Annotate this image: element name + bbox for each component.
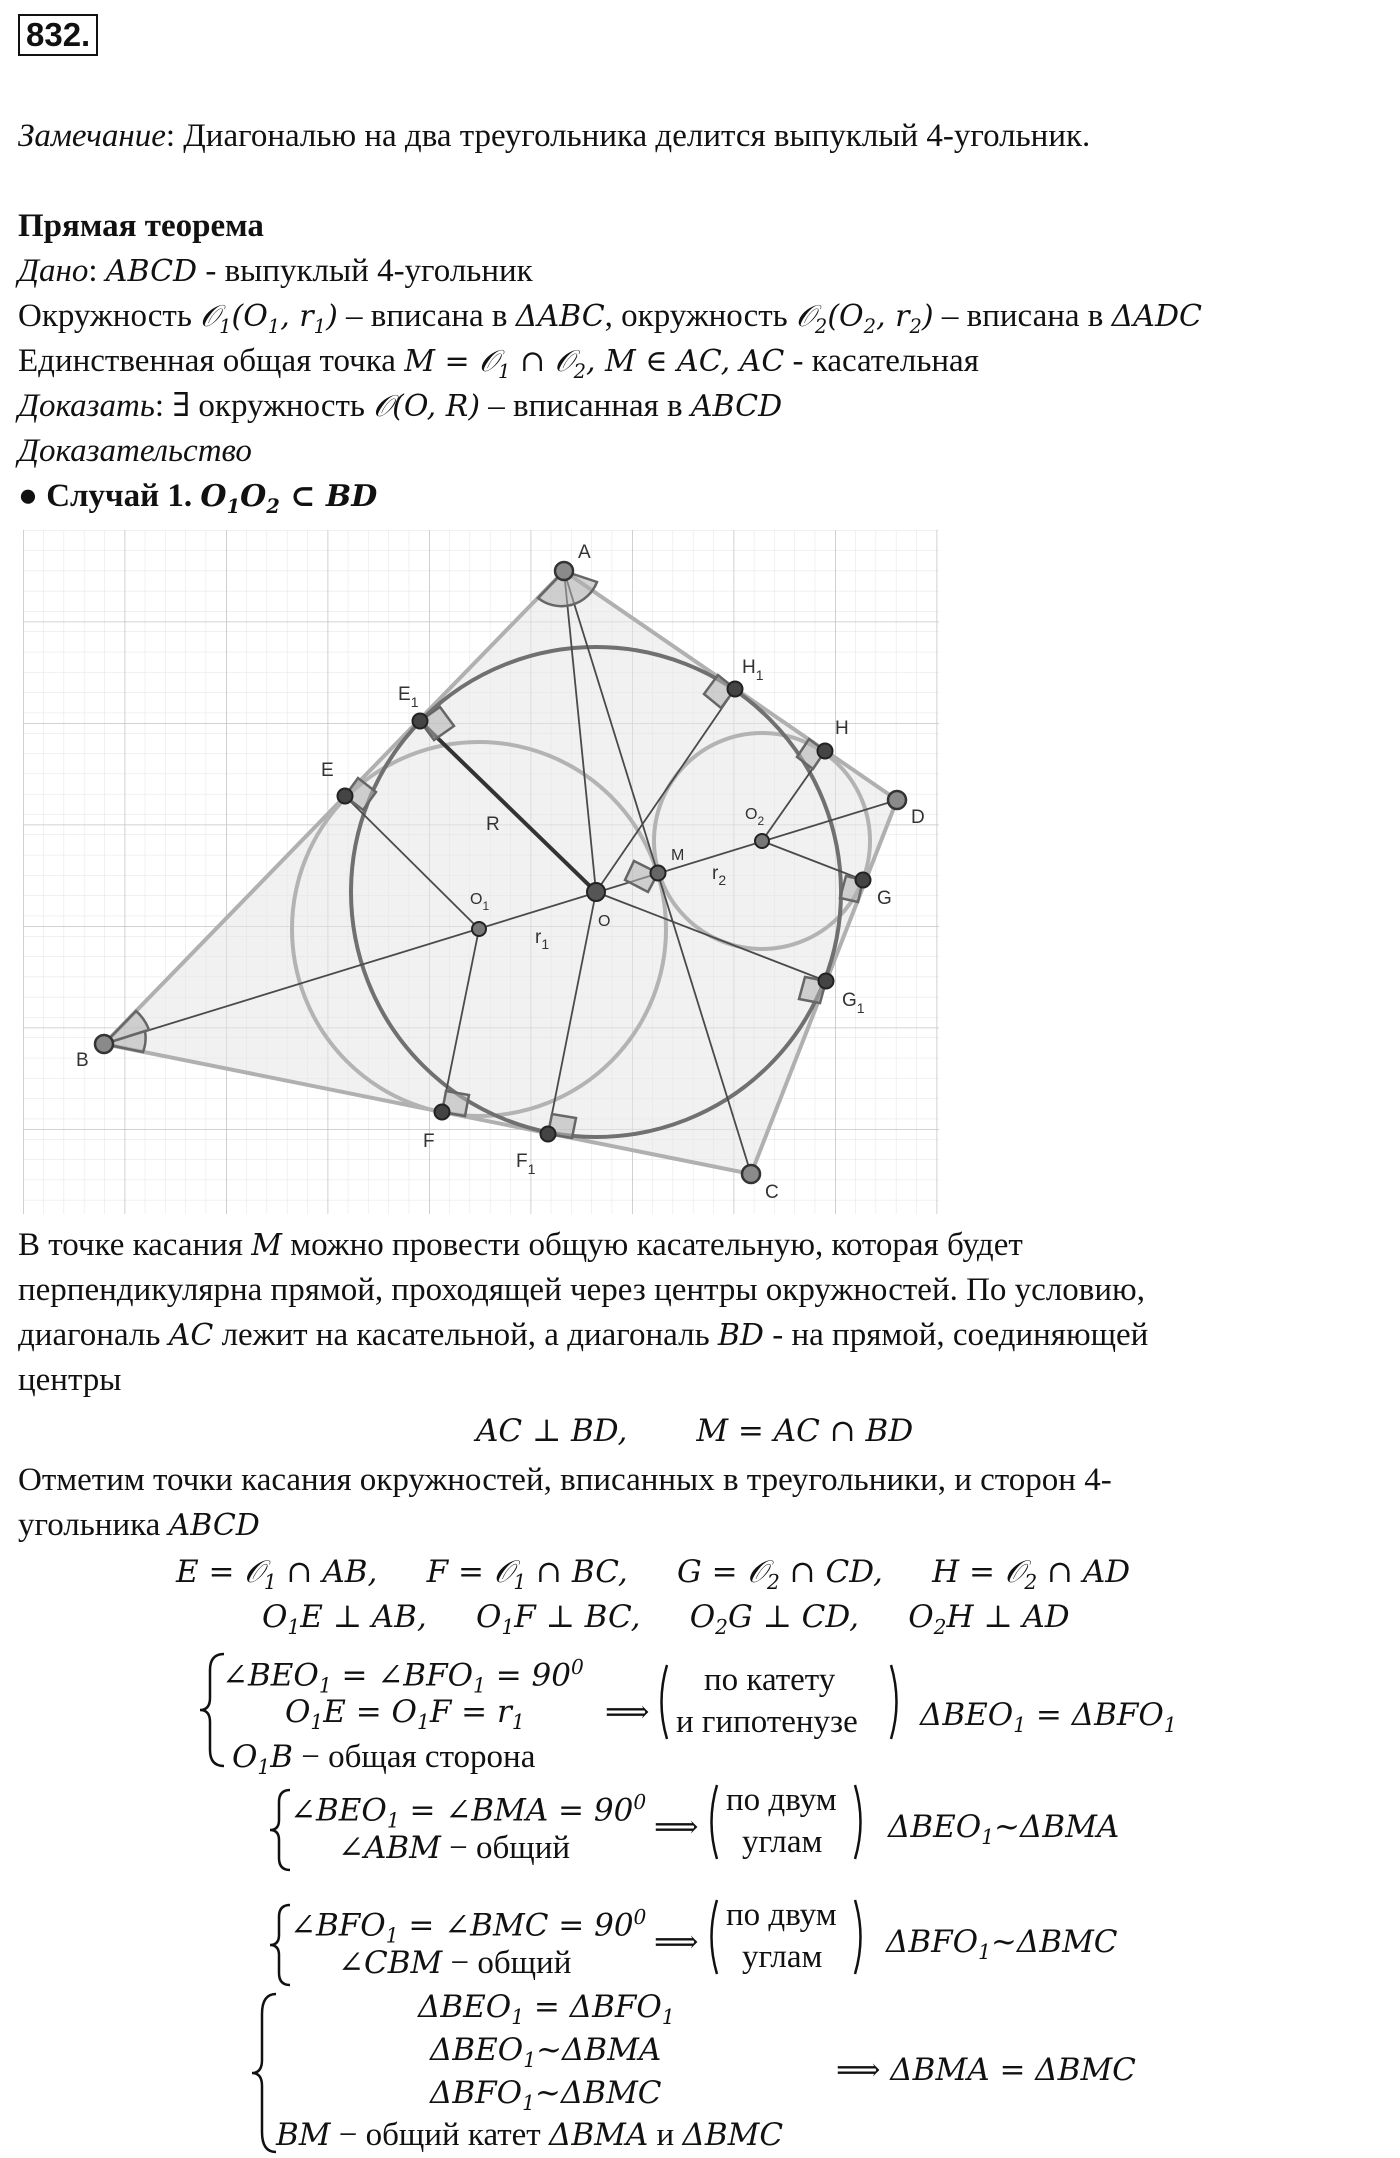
common-leg-text: − общий катет xyxy=(330,2117,549,2153)
circles-text-a: Окружность xyxy=(18,298,201,334)
paren-left-3 xyxy=(704,1897,720,1977)
label-b: B xyxy=(76,1050,89,1071)
remark-label: Замечание xyxy=(18,118,166,154)
point-e1 xyxy=(413,714,428,729)
sys4-row2: $\Delta BEO_1\sim\Delta BMA$ xyxy=(430,2032,662,2073)
point-g1 xyxy=(819,974,834,989)
sys2-result: $\Delta BEO_1\sim\Delta BMA$ xyxy=(888,1809,1120,1850)
point-g xyxy=(856,873,871,888)
reason-leg-2: и гипотенузе xyxy=(676,1704,858,1740)
label-f: F xyxy=(423,1131,435,1152)
sys4-row3: $\Delta BFO_1\sim\Delta BMC$ xyxy=(430,2075,662,2116)
point-h xyxy=(818,744,833,759)
para1-text-5: - на прямой, соединяющей xyxy=(772,1317,1149,1353)
sys3-implies: ⟹ xyxy=(654,1924,699,1960)
reason-angles-2b: углам xyxy=(742,1939,823,1975)
label-o: O xyxy=(598,913,611,930)
remark-line xyxy=(18,114,1090,159)
circles-line: Окружность $𝒪_1(O_1$, $r_1$) – вписана в ΔABC, окружность $𝒪_2(O_2$, $r_2$) – вписана в ΔADC xyxy=(18,298,1202,338)
circles-text-d: – вписана в xyxy=(933,298,1112,334)
label-r1: $r_1$ xyxy=(535,927,550,952)
paren-right-3 xyxy=(852,1897,868,1977)
sys4-row1: $\Delta BEO_1 = \Delta BFO_1$ xyxy=(418,1989,675,2030)
sys1-implies: ⟹ xyxy=(605,1694,650,1730)
prove-after: – вписанная в xyxy=(480,388,691,424)
section-heading: Прямая теорема xyxy=(18,208,264,244)
paren-left-1 xyxy=(654,1662,670,1742)
label-g: G xyxy=(877,888,892,909)
point-o2 xyxy=(755,834,769,848)
para1-line4: центры xyxy=(18,1362,122,1398)
point-e xyxy=(338,789,353,804)
paren-right-1 xyxy=(888,1662,904,1742)
sys1-row1: $\angle BEO_1$ = $\angle BFO_1 = 90^0$ xyxy=(222,1655,584,1698)
point-m xyxy=(651,866,666,881)
sys4-row4: BM − общий катет ΔBMA и ΔBMC xyxy=(276,2117,784,2153)
reason-angles-1a: по двум xyxy=(726,1782,837,1818)
proof-label: Доказательство xyxy=(18,433,252,469)
common-text-1: − общий xyxy=(440,1830,571,1866)
point-d xyxy=(888,791,906,809)
para1-line1: В точке касания M можно провести общую касательную, которая будет xyxy=(18,1227,1023,1263)
geometry-figure xyxy=(18,528,946,1216)
point-o xyxy=(587,883,605,901)
sys3-row1: $\angle BFO_1$ = ∠BMC = $90^0$ xyxy=(290,1905,647,1948)
circles-text-c: , окружность xyxy=(604,298,796,334)
sys2-implies: ⟹ xyxy=(654,1809,699,1845)
given-line: Дано: ABCD - выпуклый 4-угольник xyxy=(18,253,533,289)
label-m: M xyxy=(671,847,685,864)
reason-leg-1: по катету xyxy=(704,1662,836,1698)
sys2-row1: $\angle BEO_1$ = ∠BMA = $90^0$ xyxy=(290,1790,647,1833)
point-f xyxy=(435,1105,450,1120)
prove-text: : ∃ окружность xyxy=(154,388,374,424)
point-a xyxy=(555,562,573,580)
prove-line: Доказать: ∃ окружность 𝒪(O, R) – вписанная в ABCD xyxy=(18,388,783,424)
point-o1 xyxy=(472,922,486,936)
label-c: C xyxy=(765,1182,779,1203)
sys3-row2: ∠CBM − общий xyxy=(338,1945,572,1981)
sys1-result: $\Delta BEO_1 = \Delta BFO_1$ xyxy=(920,1697,1177,1738)
bullet: ● xyxy=(18,478,38,514)
given-label: Дано xyxy=(18,253,89,289)
sys2-row2: ∠ABM − общий xyxy=(338,1830,571,1866)
formula-perpendiculars: $O_1E$ ⊥ AB, $O_1F$ ⊥ BC, $O_2G$ ⊥ CD, $O_2H$ ⊥ AD xyxy=(262,1599,1070,1640)
sys1-row2: $O_1E = O_1F = r_1$ xyxy=(285,1694,525,1735)
sys4-result: ⟹ ΔBMA = ΔBMC xyxy=(836,2052,1136,2088)
formula-ac-perp-bd: AC ⊥ BD, M = AC ∩ BD xyxy=(476,1413,914,1449)
sys1-row3: $O_1B$ − общая сторона xyxy=(232,1739,536,1780)
para2-line2: угольника ABCD xyxy=(18,1507,260,1543)
label-d: D xyxy=(911,807,925,828)
para1-text-3: диагональ xyxy=(18,1317,161,1353)
point-b xyxy=(95,1035,113,1053)
label-e1: $E_1$ xyxy=(398,684,419,710)
reason-angles-2a: по двум xyxy=(726,1897,837,1933)
common-text-2: − общий xyxy=(442,1945,572,1981)
para1-line2: перпендикулярна прямой, проходящей через центры окружностей. По условию, xyxy=(18,1272,1145,1308)
label-o1: $O_1$ xyxy=(470,891,490,913)
label-g1: $G_1$ xyxy=(842,990,865,1016)
label-f1: $F_1$ xyxy=(516,1151,536,1177)
tangent-text-a: Единственная общая точка xyxy=(18,343,405,379)
para1-line3: диагональ AC лежит на касательной, а диагональ BD - на прямой, соединяющей xyxy=(18,1317,1149,1353)
reason-angles-1b: углам xyxy=(742,1824,823,1860)
tangent-text-b: - касательная xyxy=(784,343,979,379)
point-c xyxy=(742,1165,760,1183)
label-h: H xyxy=(835,718,849,739)
para1-text-0: В точке касания xyxy=(18,1227,243,1263)
remark-text: : Диагональю на два треугольника делится выпуклый 4-угольник. xyxy=(165,118,1091,154)
sys3-result: $\Delta BFO_1\sim\Delta BMC$ xyxy=(886,1924,1118,1965)
label-h1: $H_1$ xyxy=(742,657,764,683)
label-r2: $r_2$ xyxy=(712,863,727,888)
paren-left-2 xyxy=(704,1782,720,1862)
prove-label: Доказать xyxy=(18,388,155,424)
problem-number: 832. xyxy=(18,14,98,56)
circles-text-b: – вписана в xyxy=(337,298,516,334)
para2-line1: Отметим точки касания окружностей, вписанных в треугольники, и сторон 4- xyxy=(18,1462,1112,1498)
para1-text-1: можно провести общую касательную, которая будет xyxy=(290,1227,1023,1263)
para2-text-1: угольника xyxy=(18,1507,161,1543)
common-side-text: − общая сторона xyxy=(293,1739,536,1775)
point-h1 xyxy=(728,682,743,697)
label-r: R xyxy=(486,814,500,835)
label-a: A xyxy=(578,542,591,563)
tangent-line: Единственная общая точка M = 𝒪$_1$ ∩ 𝒪$_2$, M ∈ AC, AC - касательная xyxy=(18,343,979,383)
formula-tangent-points: E = 𝒪$_1$ ∩ AB, F = 𝒪$_1$ ∩ BC, G = 𝒪$_2$ ∩ CD, H = 𝒪$_2$ ∩ AD xyxy=(176,1554,1131,1595)
paren-right-2 xyxy=(852,1782,868,1862)
and-text: и xyxy=(648,2117,683,2153)
given-text: - выпуклый 4-угольник xyxy=(197,253,533,289)
label-e: E xyxy=(321,760,334,781)
case1-heading: ● Случай 1. $O_1O_2$ ⊂ BD xyxy=(18,478,378,518)
case1-label: Случай 1. xyxy=(46,478,201,514)
label-o2: $O_2$ xyxy=(745,806,765,828)
para1-text-4: лежит на касательной, а диагональ xyxy=(221,1317,710,1353)
point-f1 xyxy=(541,1127,556,1142)
